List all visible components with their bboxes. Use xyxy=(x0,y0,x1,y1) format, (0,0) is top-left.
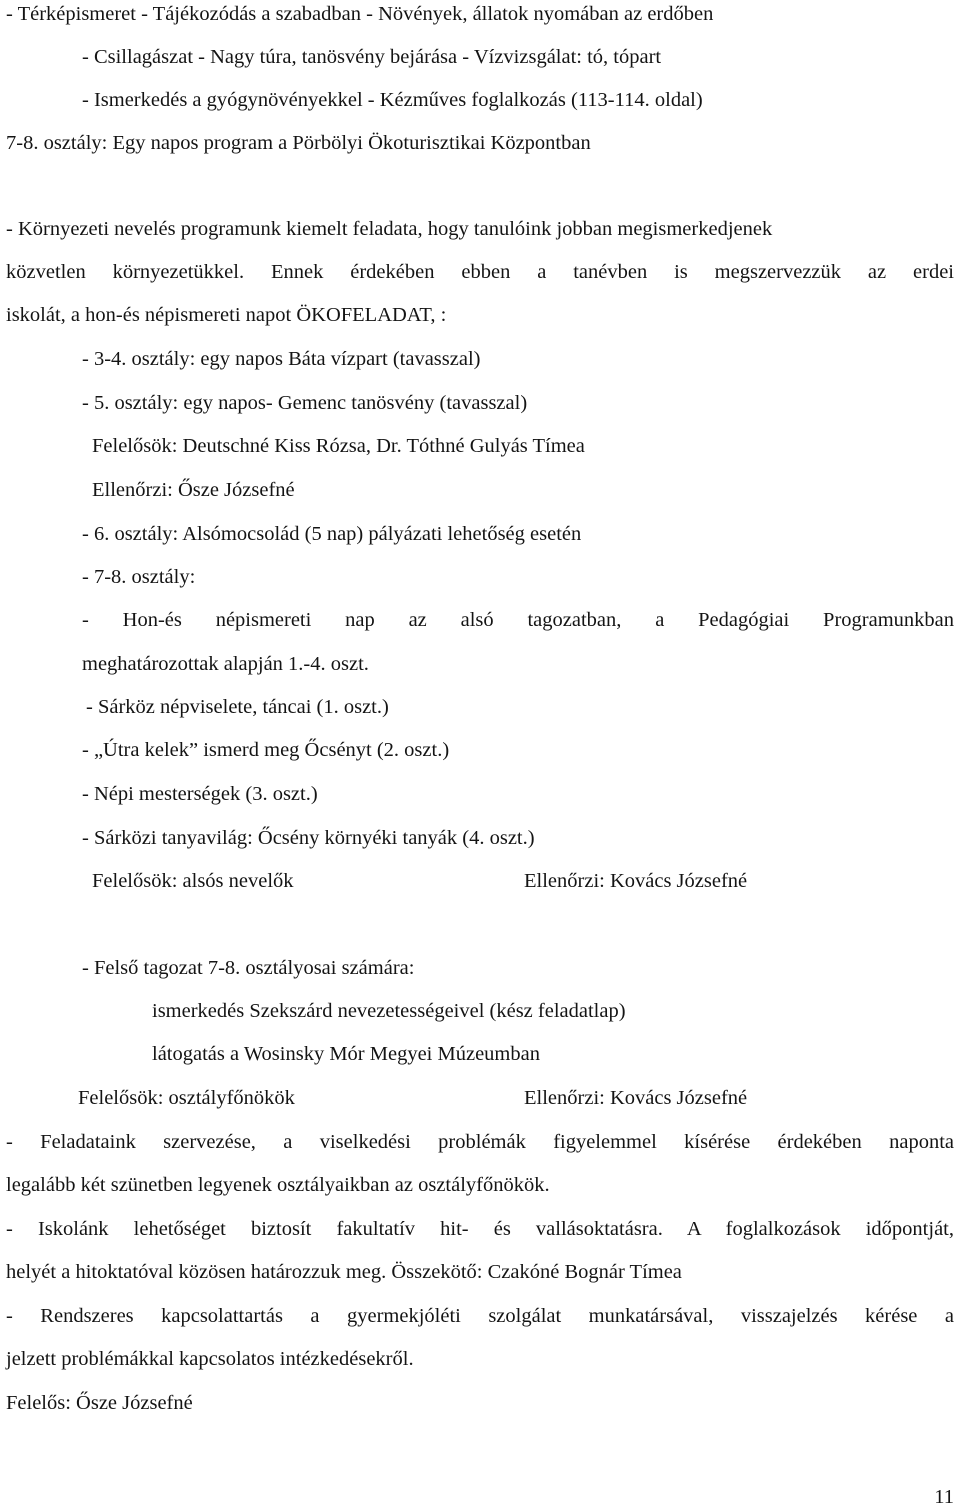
text-line: 7-8. osztály: Egy napos program a Pörbölyi Ökoturisztikai Központban xyxy=(6,132,591,154)
text-line: közvetlen környezetükkel. Ennek érdekében ebben a tanévben is megszervezzük az erdei xyxy=(6,261,954,283)
text-line: - Népi mesterségek (3. oszt.) xyxy=(82,783,318,805)
text-line: - Felső tagozat 7-8. osztályosai számára: xyxy=(82,957,415,979)
text-line: Felelős: Ősze Józsefné xyxy=(6,1392,193,1414)
responsible-label: Felelősök: osztályfőnökök xyxy=(78,1087,295,1109)
text-line: - „Útra kelek” ismerd meg Őcsényt (2. oszt.) xyxy=(82,739,450,761)
text-line: Ellenőrzi: Ősze Józsefné xyxy=(92,479,295,501)
text-line: ismerkedés Szekszárd nevezetességeivel (kész feladatlap) xyxy=(152,1000,626,1022)
text-line: iskolát, a hon-és népismereti napot ÖKOFELADAT, : xyxy=(6,304,447,326)
responsible-label: Felelősök: alsós nevelők xyxy=(92,870,294,892)
text-line: - Környezeti nevelés programunk kiemelt feladata, hogy tanulóink jobban megismerkedjenek xyxy=(6,218,773,240)
text-line: - Rendszeres kapcsolattartás a gyermekjóléti szolgálat munkatársával, visszajelzés kérése a xyxy=(6,1305,954,1327)
text-line: - Csillagászat - Nagy túra, tanösvény bejárása - Vízvizsgálat: tó, tópart xyxy=(82,46,662,68)
text-line: - Hon-és népismereti nap az alsó tagozatban, a Pedagógiai Programunkban xyxy=(82,609,954,631)
text-line: helyét a hitoktatóval közösen határozzuk meg. Összekötő: Czakóné Bognár Tímea xyxy=(6,1261,682,1283)
page-number: 11 xyxy=(934,1486,954,1508)
text-line: - Iskolánk lehetőséget biztosít fakultatív hit- és vallásoktatásra. A foglalkozások időpontját, xyxy=(6,1218,954,1240)
text-line: - Térképismeret - Tájékozódás a szabadban - Növények, állatok nyomában az erdőben xyxy=(6,3,714,25)
text-line: - Sárköz népviselete, táncai (1. oszt.) xyxy=(86,696,389,718)
text-line: látogatás a Wosinsky Mór Megyei Múzeumban xyxy=(152,1043,540,1065)
text-line: legalább két szünetben legyenek osztályaikban az osztályfőnökök. xyxy=(6,1174,550,1196)
text-line: - Sárközi tanyavilág: Őcsény környéki tanyák (4. oszt.) xyxy=(82,827,535,849)
text-line: - Feladataink szervezése, a viselkedési problémák figyelemmel kísérése érdekében naponta xyxy=(6,1131,954,1153)
text-line: - 7-8. osztály: xyxy=(82,566,196,588)
text-line: - 6. osztály: Alsómocsolád (5 nap) pályázati lehetőség esetén xyxy=(82,523,582,545)
text-line: jelzett problémákkal kapcsolatos intézkedésekről. xyxy=(6,1348,414,1370)
text-line: Felelősök: Deutschné Kiss Rózsa, Dr. Tóthné Gulyás Tímea xyxy=(92,435,585,457)
text-line: meghatározottak alapján 1.-4. oszt. xyxy=(82,653,369,675)
text-line: - Ismerkedés a gyógynövényekkel - Kézműves foglalkozás (113-114. oldal) xyxy=(82,89,703,111)
checker-label: Ellenőrzi: Kovács Józsefné xyxy=(524,1087,748,1109)
checker-label: Ellenőrzi: Kovács Józsefné xyxy=(524,870,748,892)
text-line: - 5. osztály: egy napos- Gemenc tanösvény (tavasszal) xyxy=(82,392,528,414)
text-line: - 3-4. osztály: egy napos Báta vízpart (tavasszal) xyxy=(82,348,481,370)
